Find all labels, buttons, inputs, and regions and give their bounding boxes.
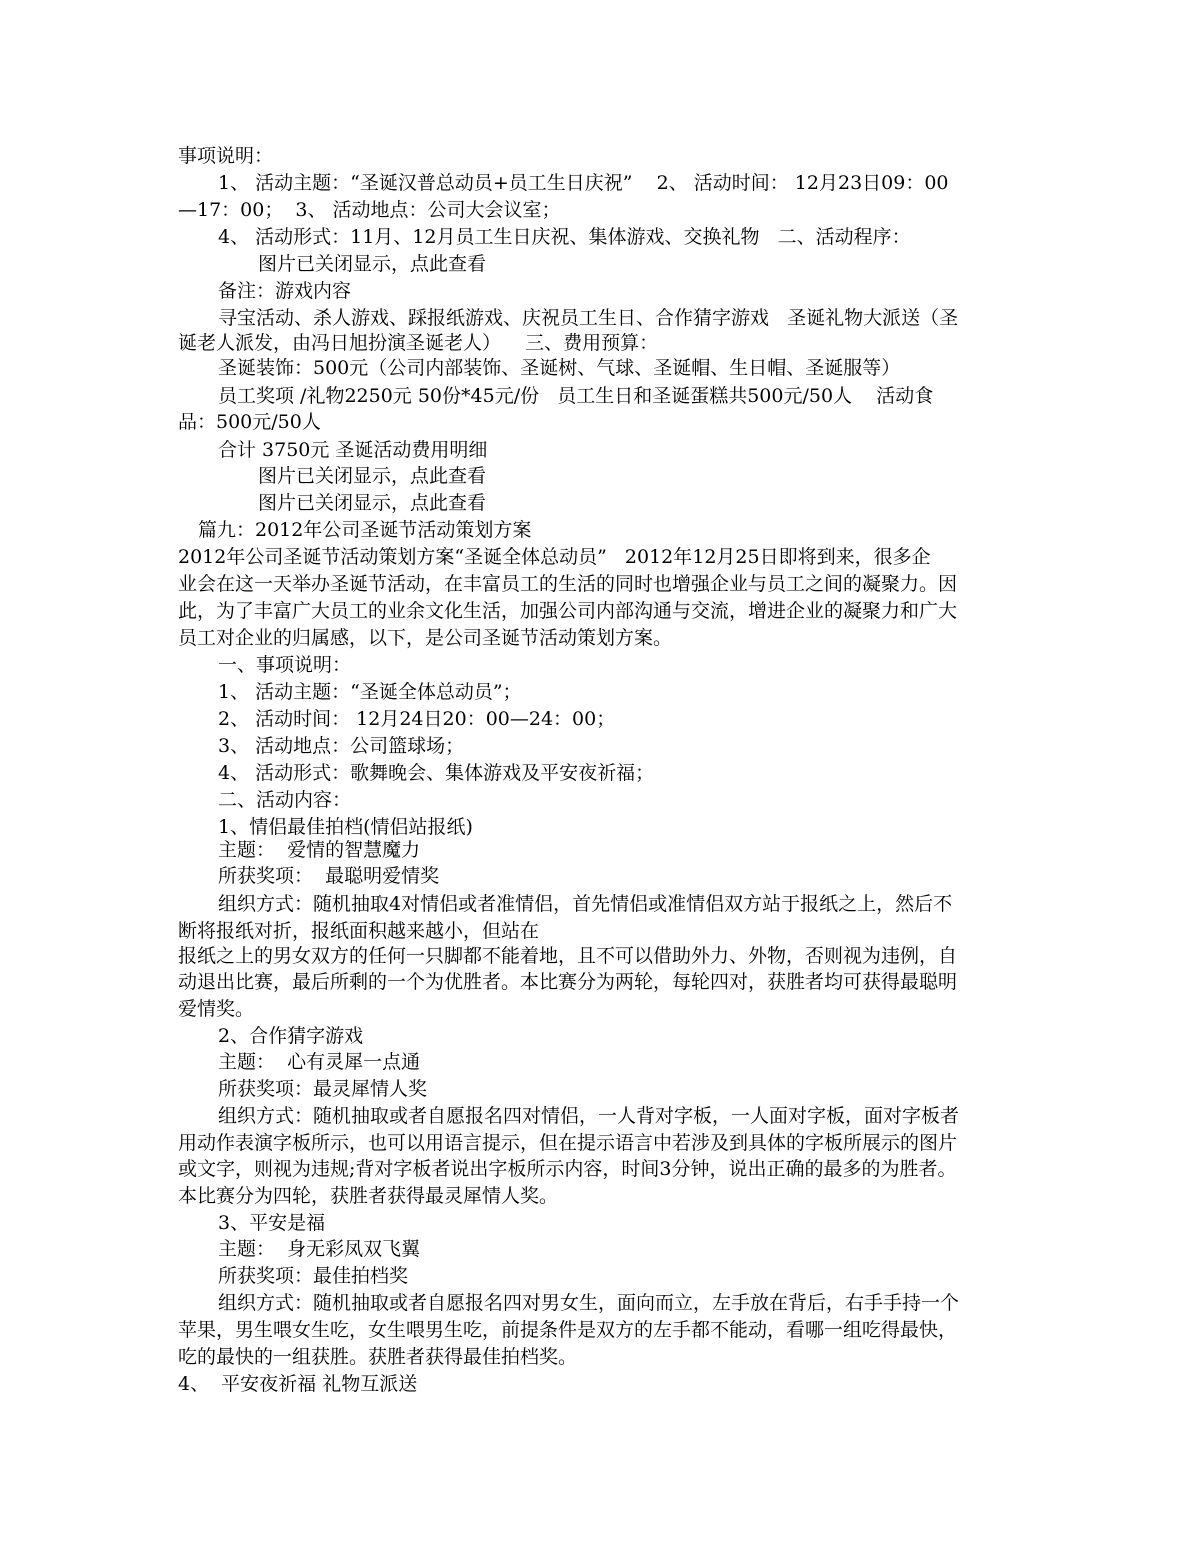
text-line: 品：500元/50人 [178,411,321,433]
text-line: 本比赛分为四轮，获胜者获得最灵犀情人奖。 [178,1185,559,1207]
text-line: 1、情侣最佳拍档(情侣站报纸) [218,816,473,838]
text-line: 动退出比赛，最后所剩的一个为优胜者。本比赛分为两轮，每轮四对，获胜者均可获得最聪明 [178,971,958,993]
text-line: 所获奖项：最灵犀情人奖 [218,1078,428,1100]
text-line: 报纸之上的男女双方的任何一只脚都不能着地，且不可以借助外力、外物，否则视为违例，自 [178,945,958,967]
text-line: 3、 活动地点：公司篮球场； [218,735,465,757]
text-line: 或文字，则视为违规;背对字板者说出字板所示内容，时间3分钟，说出正确的最多的为胜者。 [178,1158,957,1180]
text-line: 苹果，男生喂女生吃，女生喂男生吃，前提条件是双方的左手都不能动，看哪一组吃得最快， [178,1319,958,1341]
text-line: 事项说明： [178,145,274,167]
text-line: 一、事项说明： [218,654,352,676]
text-line: 所获奖项： 最聪明爱情奖 [218,865,440,887]
image-placeholder-text[interactable]: 图片已关闭显示，点此查看 [258,253,487,275]
text-line: 主题： 爱情的智慧魔力 [218,839,421,861]
text-line: 断将报纸对折，报纸面积越来越小，但站在 [178,920,540,942]
text-line: 主题： 身无彩凤双飞翼 [218,1238,421,1260]
text-line: 员工奖项 /礼物2250元 50份*45元/份 员工生日和圣诞蛋糕共500元/50人 活动食 [218,385,934,407]
text-line: 组织方式：随机抽取4对情侣或者准情侣，首先情侣或准情侣双方站于报纸之上，然后不 [218,893,953,915]
text-line: 组织方式：随机抽取或者自愿报名四对男女生，面向而立，左手放在背后，右手手持一个 [218,1292,960,1314]
text-line: —17：00； 3、 活动地点：公司大会议室； [178,199,561,221]
text-line: 员工对企业的归属感，以下，是公司圣诞节活动策划方案。 [178,627,673,649]
text-line: 寻宝活动、杀人游戏、踩报纸游戏、庆祝员工生日、合作猜字游戏 圣诞礼物大派送（圣 [218,307,959,329]
text-line: 4、 活动形式：歌舞晚会、集体游戏及平安夜祈福； [218,762,655,784]
text-line: 2012年公司圣诞节活动策划方案“圣诞全体总动员” 2012年12月25日即将到来，很多企 [178,546,931,568]
text-line: 组织方式：随机抽取或者自愿报名四对情侣，一人背对字板，一人面对字板，面对字板者 [218,1105,960,1127]
image-placeholder-text[interactable]: 图片已关闭显示，点此查看 [258,492,487,514]
text-line: 2、 活动时间： 12月24日20：00—24：00； [218,708,616,730]
text-line: 备注：游戏内容 [218,280,352,302]
image-placeholder-text[interactable]: 图片已关闭显示，点此查看 [258,465,487,487]
text-line: 诞老人派发，由冯日旭扮演圣诞老人） 三、费用预算： [178,332,659,354]
section-heading: 篇九：2012年公司圣诞节活动策划方案 [198,519,532,541]
text-line: 业会在这一天举办圣诞节活动，在丰富员工的生活的同时也增强企业与员工之间的凝聚力。因 [178,573,958,595]
text-line: 所获奖项：最佳拍档奖 [218,1265,409,1287]
text-line: 1、 活动主题：“圣诞汉普总动员+员工生日庆祝” 2、 活动时间： 12月23日09：00 [218,172,949,194]
text-line: 此，为了丰富广大员工的业余文化生活，加强公司内部沟通与交流，增进企业的凝聚力和广大 [178,600,958,622]
text-line: 爱情奖。 [178,998,255,1020]
text-line: 1、 活动主题：“圣诞全体总动员”； [218,681,522,703]
text-line: 4、 活动形式：11月、12月员工生日庆祝、集体游戏、交换礼物 二、活动程序： [218,226,911,248]
text-line: 主题： 心有灵犀一点通 [218,1051,421,1073]
text-line: 3、平安是福 [218,1212,326,1234]
text-line: 吃的最快的一组获胜。获胜者获得最佳拍档奖。 [178,1346,578,1368]
text-line: 二、活动内容： [218,789,352,811]
text-line: 2、合作猜字游戏 [218,1025,364,1047]
text-line: 用动作表演字板所示，也可以用语言提示，但在提示语言中若涉及到具体的字板所展示的图片 [178,1132,958,1154]
text-line: 圣诞装饰：500元（公司内部装饰、圣诞树、气球、圣诞帽、生日帽、圣诞服等） [218,357,901,379]
text-line: 4、 平安夜祈福 礼物互派送 [178,1373,418,1395]
text-line: 合计 3750元 圣诞活动费用明细 [218,439,488,461]
